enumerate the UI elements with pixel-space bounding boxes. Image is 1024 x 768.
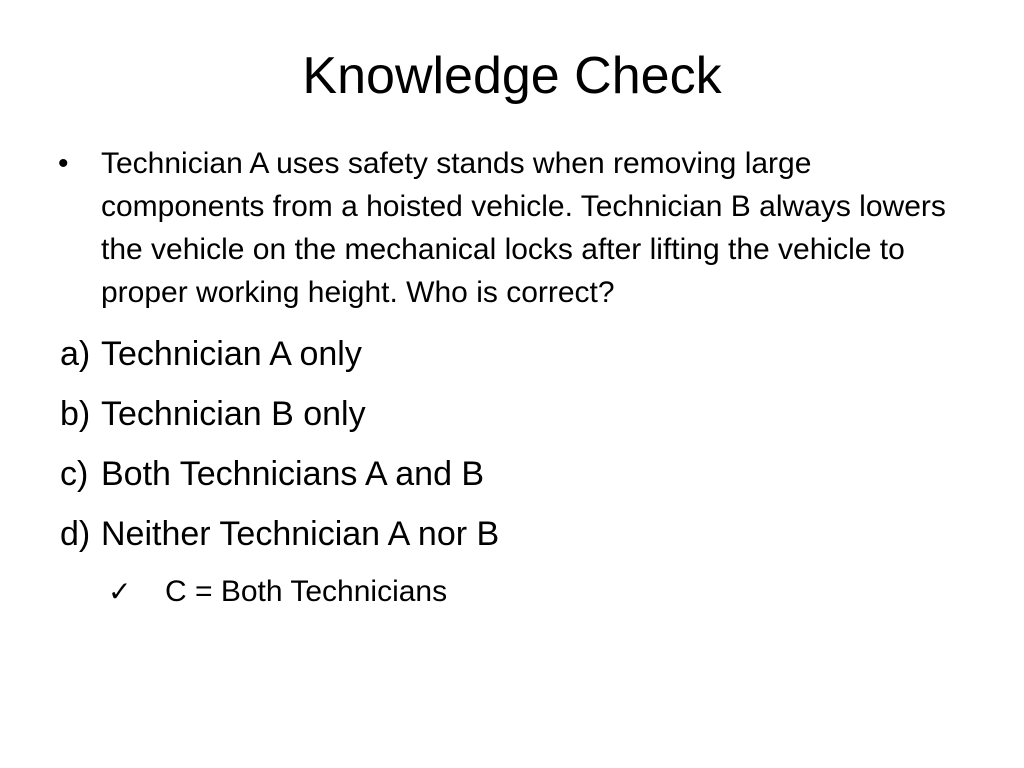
option-c — [58, 444, 978, 504]
option-text: Technician A only — [101, 335, 362, 373]
option-b — [58, 384, 978, 444]
option-a — [58, 324, 978, 384]
answer-item — [58, 568, 978, 616]
option-letter: a) — [60, 335, 91, 373]
bullet-icon: • — [58, 147, 69, 180]
option-letter: d) — [60, 515, 91, 553]
question-text: Technician A uses safety stands when removing large components from a hoisted vehicle. Technician B always lowers the vehicle on the mechanical locks after lifting the vehicle to proper working height. Who is correct? — [101, 147, 946, 309]
checkmark-icon: ✓ — [108, 576, 132, 607]
option-text: Neither Technician A nor B — [101, 515, 500, 553]
slide-body — [58, 142, 978, 616]
option-text: Both Technicians A and B — [101, 455, 485, 493]
option-d — [58, 504, 978, 564]
option-letter: b) — [60, 395, 91, 433]
question-item — [58, 142, 978, 314]
option-text: Technician B only — [101, 395, 366, 433]
option-letter: c) — [60, 455, 89, 493]
answer-text: C = Both Technicians — [165, 575, 448, 608]
slide-title: Knowledge Check — [302, 47, 722, 105]
